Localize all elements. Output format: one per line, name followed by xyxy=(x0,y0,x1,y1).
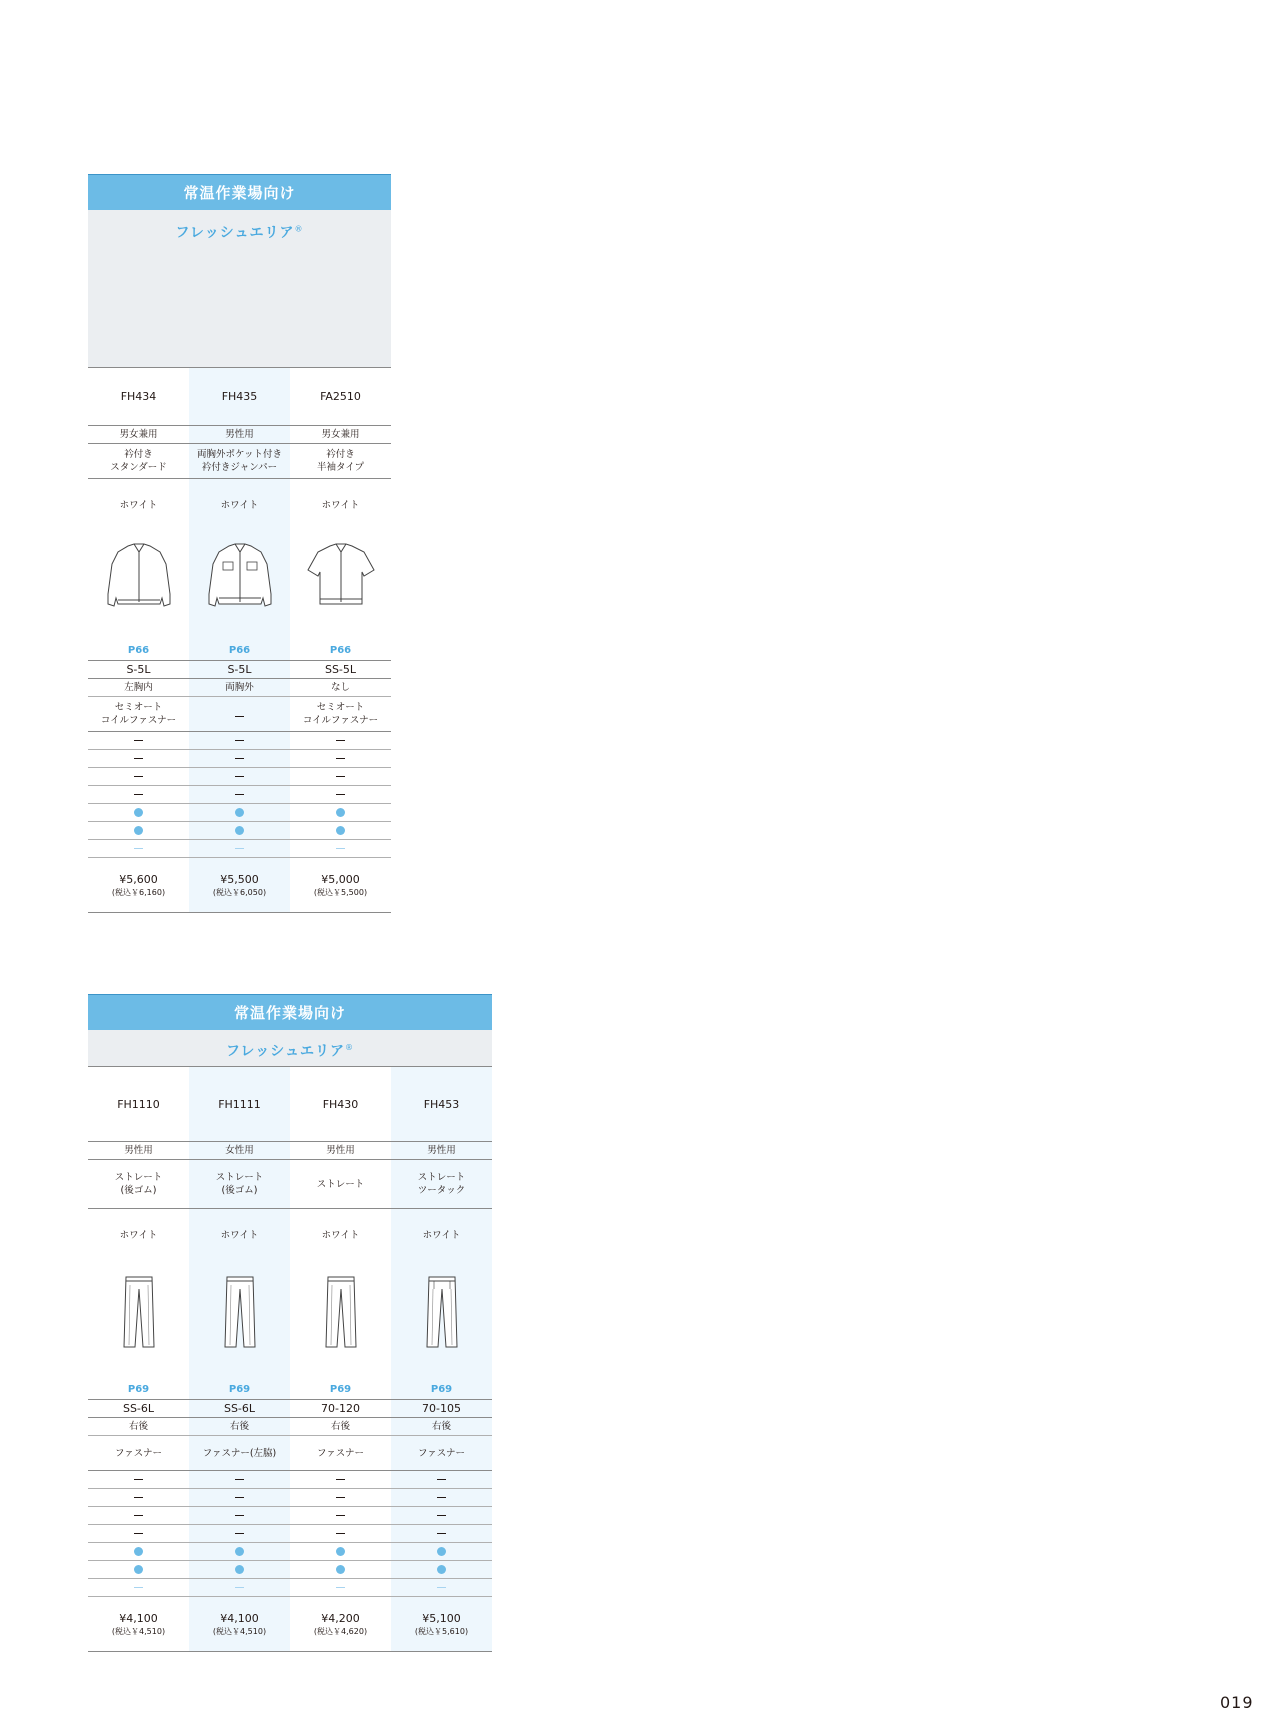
price: ¥5,000 xyxy=(321,872,360,886)
gender-label-text: 男性用 xyxy=(124,1145,153,1156)
feature-r7 xyxy=(189,840,290,858)
feature-r1 xyxy=(290,1471,391,1489)
size-range xyxy=(189,661,290,679)
dash-mark xyxy=(235,740,244,741)
product-code-text: FH453 xyxy=(423,1097,460,1111)
product-code xyxy=(189,1067,290,1142)
product-column-fh1110 xyxy=(88,1067,189,1652)
style-label-line: (後ゴム) xyxy=(120,1185,157,1196)
feature-r4 xyxy=(290,1525,391,1543)
fastener-label-lines xyxy=(303,701,378,727)
dash-mark xyxy=(336,1515,345,1516)
pocket-label-text: 左胸内 xyxy=(124,682,153,693)
availability-dot xyxy=(235,1565,244,1574)
style-label-line: 衿付き xyxy=(326,449,355,460)
fastener-label-text: ファスナー xyxy=(114,1447,163,1459)
gender-label-text: 女性用 xyxy=(225,1145,254,1156)
fastener-label-lines xyxy=(235,708,244,721)
feature-r2 xyxy=(391,1489,492,1507)
product-column-fh1111 xyxy=(189,1067,290,1652)
page-ref-link xyxy=(189,1377,290,1400)
style-label-line: スタンダード xyxy=(110,462,167,473)
price-cell xyxy=(290,1597,391,1652)
dash-mark xyxy=(235,776,244,777)
pocket-label xyxy=(189,679,290,697)
pocket-label-text: 右後 xyxy=(431,1421,451,1432)
gender-label-text: 男女兼用 xyxy=(321,429,360,440)
fastener-label-line: セミオート xyxy=(114,702,163,713)
size-range-text: S-5L xyxy=(126,663,151,676)
gender-label-text: 男女兼用 xyxy=(119,429,158,440)
gender-label-text: 男性用 xyxy=(326,1145,355,1156)
feature-r4 xyxy=(88,1525,189,1543)
dash-mark xyxy=(235,758,244,759)
size-range-text: S-5L xyxy=(227,663,252,676)
feature-r2 xyxy=(189,750,290,768)
product-code xyxy=(290,1067,391,1142)
fastener-label xyxy=(88,1436,189,1471)
pocket-label xyxy=(290,679,391,697)
pants-tuck-icon xyxy=(424,1275,460,1351)
fastener-label-line: セミオート xyxy=(316,702,365,713)
pants-icon xyxy=(121,1275,157,1351)
style-label xyxy=(88,444,189,479)
availability-dot xyxy=(134,808,143,817)
registered-mark: ® xyxy=(345,1043,355,1052)
dash-mark xyxy=(336,1497,345,1498)
dash-mark xyxy=(235,1587,244,1588)
feature-r5 xyxy=(391,1543,492,1561)
style-label xyxy=(88,1160,189,1209)
gender-label xyxy=(189,1142,290,1160)
availability-dot xyxy=(134,1565,143,1574)
product-code-text: FH1111 xyxy=(218,1097,261,1111)
style-label xyxy=(290,1160,391,1209)
size-range-text: 70-120 xyxy=(321,1402,360,1415)
size-range-text: SS-5L xyxy=(324,663,357,676)
product-code xyxy=(391,1067,492,1142)
shirt-short-sleeve-icon xyxy=(290,519,391,639)
fastener-label xyxy=(88,697,189,732)
size-range-text: SS-6L xyxy=(223,1402,256,1415)
style-label-line: 両胸外ポケット付き xyxy=(196,449,283,460)
fastener-label-line: コイルファスナー xyxy=(100,715,177,726)
color-label xyxy=(88,1209,189,1249)
style-label xyxy=(391,1160,492,1209)
style-label-lines xyxy=(216,1171,264,1197)
dash-mark xyxy=(437,1515,446,1516)
jumper-icon xyxy=(189,519,290,639)
pocket-label xyxy=(290,1418,391,1436)
style-label-line: ストレート xyxy=(316,1178,365,1190)
feature-r6 xyxy=(290,822,391,840)
dash-mark xyxy=(437,1533,446,1534)
pants-icon xyxy=(222,1275,258,1351)
style-label-line: ツータック xyxy=(417,1185,466,1196)
pocket-label-text: 右後 xyxy=(330,1421,350,1432)
dash-mark xyxy=(235,848,244,849)
dash-mark xyxy=(437,1479,446,1480)
gender-label-text: 男性用 xyxy=(427,1145,456,1156)
size-range-text: 70-105 xyxy=(422,1402,461,1415)
feature-r5 xyxy=(189,804,290,822)
feature-r4 xyxy=(189,786,290,804)
size-range xyxy=(290,661,391,679)
color-label xyxy=(290,1209,391,1249)
feature-r2 xyxy=(88,1489,189,1507)
fastener-label xyxy=(290,1436,391,1471)
feature-r5 xyxy=(88,1543,189,1561)
feature-r7 xyxy=(88,840,189,858)
table-subheader: フレッシュエリア® xyxy=(88,1030,492,1067)
product-code xyxy=(88,1067,189,1142)
availability-dot xyxy=(235,808,244,817)
price: ¥5,600 xyxy=(119,872,158,886)
fastener-label xyxy=(290,697,391,732)
price-with-tax: (税込￥4,510) xyxy=(111,1626,166,1636)
feature-r2 xyxy=(189,1489,290,1507)
product-table-tops xyxy=(88,174,391,913)
feature-r3 xyxy=(290,768,391,786)
color-label-text: ホワイト xyxy=(422,1230,461,1241)
gender-label xyxy=(88,426,189,444)
pants-icon xyxy=(189,1249,290,1377)
dash-mark xyxy=(336,758,345,759)
feature-r7 xyxy=(290,1579,391,1597)
dash-mark xyxy=(134,1497,143,1498)
price-cell xyxy=(391,1597,492,1652)
product-code-text: FA2510 xyxy=(320,390,361,403)
feature-r5 xyxy=(88,804,189,822)
pants-icon xyxy=(88,1249,189,1377)
pocket-label-text: 両胸外 xyxy=(225,682,254,693)
color-label xyxy=(391,1209,492,1249)
price: ¥4,100 xyxy=(220,1611,259,1625)
dash-mark xyxy=(437,1497,446,1498)
feature-r3 xyxy=(290,1507,391,1525)
dash-mark xyxy=(336,740,345,741)
feature-r6 xyxy=(88,1561,189,1579)
feature-r2 xyxy=(290,1489,391,1507)
price: ¥5,500 xyxy=(220,872,259,886)
color-label-text: ホワイト xyxy=(119,1230,158,1241)
pocket-label xyxy=(88,679,189,697)
style-label-line: 衿付き xyxy=(124,449,153,460)
feature-r4 xyxy=(391,1525,492,1543)
gender-label xyxy=(290,1142,391,1160)
feature-r6 xyxy=(88,822,189,840)
style-label xyxy=(189,1160,290,1209)
pants-icon xyxy=(323,1275,359,1351)
fastener-label xyxy=(189,697,290,732)
page-ref-link-text: P69 xyxy=(329,1384,352,1395)
size-range xyxy=(391,1400,492,1418)
color-label-text: ホワイト xyxy=(321,500,360,511)
price: ¥5,100 xyxy=(422,1611,461,1625)
product-column-fh434 xyxy=(88,368,189,913)
feature-r1 xyxy=(189,1471,290,1489)
color-label-text: ホワイト xyxy=(321,1230,360,1241)
feature-r7 xyxy=(189,1579,290,1597)
dash-mark xyxy=(235,1497,244,1498)
feature-r3 xyxy=(391,1507,492,1525)
product-columns xyxy=(88,1067,492,1652)
fastener-label-text: ファスナー xyxy=(417,1447,466,1459)
availability-dot xyxy=(336,826,345,835)
gender-label xyxy=(391,1142,492,1160)
color-label-text: ホワイト xyxy=(119,500,158,511)
registered-mark: ® xyxy=(294,224,304,234)
dash-mark xyxy=(134,1515,143,1516)
feature-r4 xyxy=(88,786,189,804)
dash-mark xyxy=(134,758,143,759)
color-label xyxy=(88,479,189,519)
page-ref-link xyxy=(88,639,189,661)
size-range xyxy=(88,1400,189,1418)
page-ref-link-text: P66 xyxy=(127,645,150,656)
feature-r2 xyxy=(88,750,189,768)
dash-mark xyxy=(134,1479,143,1480)
gender-label-text: 男性用 xyxy=(225,429,254,440)
product-column-fa2510 xyxy=(290,368,391,913)
pocket-label xyxy=(88,1418,189,1436)
dash-mark xyxy=(336,794,345,795)
dash-mark xyxy=(134,1587,143,1588)
price-cell xyxy=(290,858,391,913)
fastener-label-text: ファスナー xyxy=(316,1447,365,1459)
style-label-line: ストレート xyxy=(215,1172,264,1183)
dash-mark xyxy=(235,1533,244,1534)
price-cell xyxy=(189,1597,290,1652)
page-ref-link xyxy=(391,1377,492,1400)
color-label-text: ホワイト xyxy=(220,1230,259,1241)
availability-dot xyxy=(134,826,143,835)
availability-dot xyxy=(134,1547,143,1556)
dash-mark xyxy=(235,1515,244,1516)
size-range xyxy=(88,661,189,679)
feature-r1 xyxy=(290,732,391,750)
pocket-label xyxy=(189,1418,290,1436)
style-label xyxy=(290,444,391,479)
feature-r6 xyxy=(290,1561,391,1579)
style-label-lines xyxy=(418,1171,466,1197)
size-range xyxy=(189,1400,290,1418)
pocket-label xyxy=(391,1418,492,1436)
feature-r3 xyxy=(189,1507,290,1525)
feature-r1 xyxy=(88,1471,189,1489)
style-label-lines xyxy=(317,448,364,474)
product-code-text: FH434 xyxy=(120,390,157,403)
product-code xyxy=(290,368,391,426)
dash-mark xyxy=(336,1587,345,1588)
page-ref-link xyxy=(290,1377,391,1400)
price: ¥4,100 xyxy=(119,1611,158,1625)
shirt-long-sleeve-icon xyxy=(104,542,174,616)
feature-r6 xyxy=(391,1561,492,1579)
pocket-label-text: 右後 xyxy=(128,1421,148,1432)
price-with-tax: (税込￥6,160) xyxy=(111,887,166,897)
price-with-tax: (税込￥4,620) xyxy=(313,1626,368,1636)
product-table-pants xyxy=(88,994,492,1652)
page-ref-link-text: P69 xyxy=(228,1384,251,1395)
fastener-label xyxy=(189,1436,290,1471)
fastener-label-text: ファスナー(左脇) xyxy=(202,1447,277,1459)
page-number: 019 xyxy=(1220,1693,1254,1712)
pocket-label-text: なし xyxy=(330,682,350,693)
feature-r3 xyxy=(189,768,290,786)
feature-r5 xyxy=(189,1543,290,1561)
page-ref-link-text: P69 xyxy=(127,1384,150,1395)
dash-mark xyxy=(235,794,244,795)
page-ref-link xyxy=(189,639,290,661)
product-code-text: FH435 xyxy=(221,390,258,403)
color-label xyxy=(189,1209,290,1249)
pants-tuck-icon xyxy=(391,1249,492,1377)
dash-mark xyxy=(235,716,244,717)
price-with-tax: (税込￥5,500) xyxy=(313,887,368,897)
availability-dot xyxy=(336,1565,345,1574)
color-label-text: ホワイト xyxy=(220,500,259,511)
fastener-label xyxy=(391,1436,492,1471)
price-cell xyxy=(189,858,290,913)
product-code-text: FH1110 xyxy=(117,1097,160,1111)
style-label-lines xyxy=(197,448,282,474)
feature-r5 xyxy=(290,1543,391,1561)
jumper-icon xyxy=(205,542,275,616)
pants-icon xyxy=(290,1249,391,1377)
feature-r4 xyxy=(189,1525,290,1543)
dash-mark xyxy=(134,740,143,741)
price-with-tax: (税込￥4,510) xyxy=(212,1626,267,1636)
feature-r6 xyxy=(189,822,290,840)
gender-label xyxy=(189,426,290,444)
feature-r4 xyxy=(290,786,391,804)
page-ref-link xyxy=(88,1377,189,1400)
style-label-line: ストレート xyxy=(417,1172,466,1183)
style-label-line: 衿付きジャンパー xyxy=(201,462,278,473)
availability-dot xyxy=(235,826,244,835)
dash-mark xyxy=(336,848,345,849)
style-label-line: ストレート xyxy=(114,1172,163,1183)
product-column-fh430 xyxy=(290,1067,391,1652)
feature-r7 xyxy=(88,1579,189,1597)
availability-dot xyxy=(336,808,345,817)
product-code-text: FH430 xyxy=(322,1097,359,1111)
feature-r2 xyxy=(290,750,391,768)
page-ref-link-text: P66 xyxy=(329,645,352,656)
dash-mark xyxy=(134,794,143,795)
style-label-line: (後ゴム) xyxy=(221,1185,258,1196)
feature-r3 xyxy=(88,768,189,786)
page-ref-link xyxy=(290,639,391,661)
feature-r7 xyxy=(290,840,391,858)
feature-r1 xyxy=(88,732,189,750)
page-ref-link-text: P66 xyxy=(228,645,251,656)
product-code xyxy=(189,368,290,426)
price-cell xyxy=(88,1597,189,1652)
style-label-lines xyxy=(110,448,167,474)
style-label-lines xyxy=(317,1178,365,1191)
product-code xyxy=(88,368,189,426)
price-with-tax: (税込￥5,610) xyxy=(414,1626,469,1636)
price: ¥4,200 xyxy=(321,1611,360,1625)
dash-mark xyxy=(336,1479,345,1480)
size-range-text: SS-6L xyxy=(122,1402,155,1415)
availability-dot xyxy=(437,1565,446,1574)
color-label xyxy=(189,479,290,519)
shirt-long-sleeve-icon xyxy=(88,519,189,639)
dash-mark xyxy=(134,1533,143,1534)
gender-label xyxy=(290,426,391,444)
dash-mark xyxy=(134,776,143,777)
style-label-line: 半袖タイプ xyxy=(316,462,365,473)
pocket-label-text: 右後 xyxy=(229,1421,249,1432)
feature-r1 xyxy=(391,1471,492,1489)
dash-mark xyxy=(336,776,345,777)
availability-dot xyxy=(235,1547,244,1556)
table-subheader: フレッシュエリア® xyxy=(88,210,391,368)
dash-mark xyxy=(437,1587,446,1588)
table-header: 常温作業場向け xyxy=(88,994,492,1030)
style-label-lines xyxy=(115,1171,163,1197)
product-column-fh435 xyxy=(189,368,290,913)
fastener-label-lines xyxy=(101,701,176,727)
dash-mark xyxy=(235,1479,244,1480)
style-label xyxy=(189,444,290,479)
color-label xyxy=(290,479,391,519)
feature-r6 xyxy=(189,1561,290,1579)
dash-mark xyxy=(336,1533,345,1534)
size-range xyxy=(290,1400,391,1418)
dash-mark xyxy=(134,848,143,849)
fastener-label-line: コイルファスナー xyxy=(302,715,379,726)
availability-dot xyxy=(437,1547,446,1556)
shirt-short-sleeve-icon xyxy=(306,542,376,616)
price-cell xyxy=(88,858,189,913)
gender-label xyxy=(88,1142,189,1160)
table-header: 常温作業場向け xyxy=(88,174,391,210)
feature-r1 xyxy=(189,732,290,750)
feature-r5 xyxy=(290,804,391,822)
availability-dot xyxy=(336,1547,345,1556)
product-columns xyxy=(88,368,391,913)
page-ref-link-text: P69 xyxy=(430,1384,453,1395)
feature-r3 xyxy=(88,1507,189,1525)
price-with-tax: (税込￥6,050) xyxy=(212,887,267,897)
feature-r7 xyxy=(391,1579,492,1597)
product-column-fh453 xyxy=(391,1067,492,1652)
